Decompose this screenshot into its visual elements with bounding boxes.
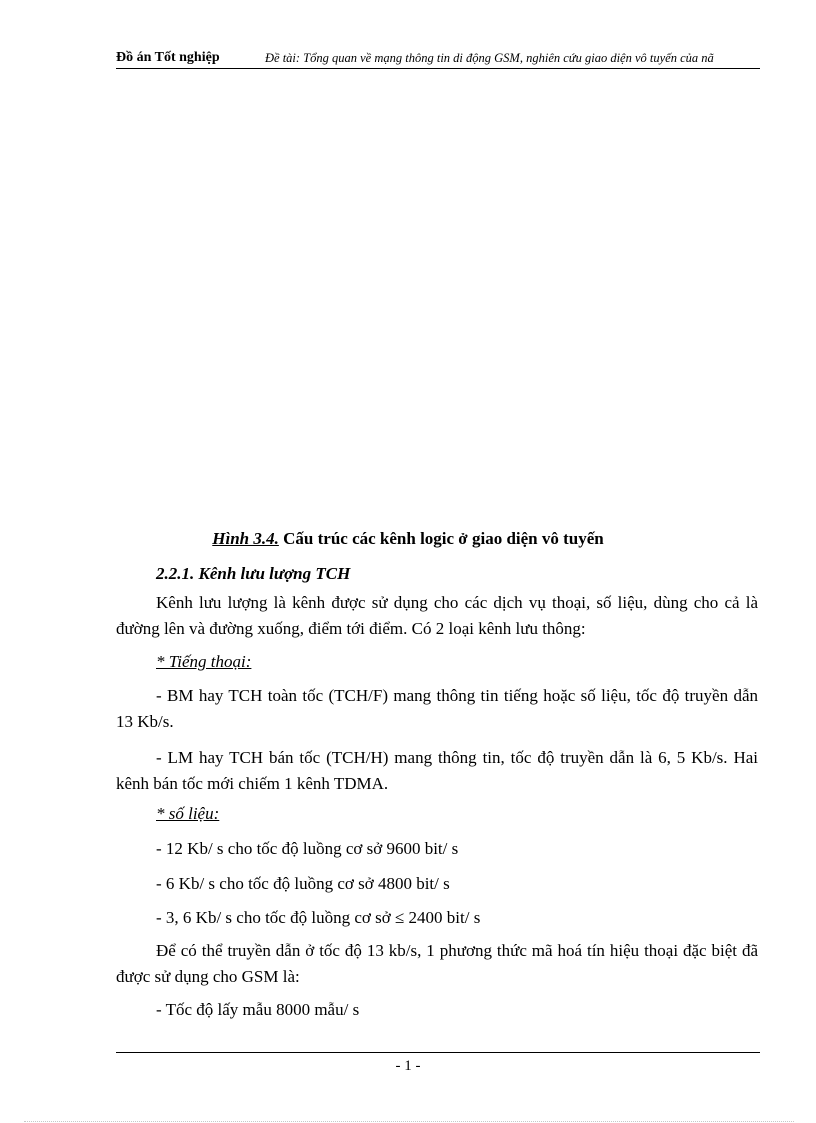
subheading-voice bbox=[156, 652, 251, 672]
page-header bbox=[116, 48, 760, 69]
page-bottom-dotted-rule bbox=[24, 1121, 794, 1122]
subheading-voice-label: * Tiếng thoại: bbox=[156, 652, 252, 671]
section-title: 2.2.1. Kênh lưu lượng TCH bbox=[156, 564, 351, 583]
paragraph-full-rate: - BM hay TCH toàn tốc (TCH/F) mang thông tin tiếng hoặc số liệu, tốc độ truyền dẫn 13 Kb/s. bbox=[116, 686, 758, 731]
paragraph-intro: Kênh lưu lượng là kênh được sử dụng cho các dịch vụ thoại, số liệu, dùng cho cả là đường lên và đường xuống, điểm tới điểm. Có 2 loại kênh lưu thông: bbox=[116, 593, 758, 638]
figure-label: Hình 3.4. bbox=[212, 529, 279, 548]
data-line: - 12 Kb/ s cho tốc độ luồng cơ sở 9600 bit/ s bbox=[156, 839, 459, 858]
subheading-data-label: * số liệu: bbox=[156, 804, 220, 823]
figure-caption bbox=[0, 529, 816, 549]
figure-caption-text: Cấu trúc các kênh logic ở giao diện vô tuyến bbox=[278, 529, 604, 548]
page-number: - 1 - bbox=[395, 1058, 421, 1074]
paragraph-half-rate: - LM hay TCH bán tốc (TCH/H) mang thông tin, tốc độ truyền dẫn là 6, 5 Kb/s. Hai kênh bán tốc mới chiếm 1 kênh TDMA. bbox=[116, 748, 758, 793]
data-line: - 6 Kb/ s cho tốc độ luồng cơ sở 4800 bit/ s bbox=[156, 874, 450, 893]
data-line: - 3, 6 Kb/ s cho tốc độ luồng cơ sở ≤ 2400 bit/ s bbox=[156, 908, 481, 927]
header-left-title: Đồ án Tốt nghiệp bbox=[116, 50, 220, 65]
subheading-data bbox=[156, 804, 219, 824]
header-right-topic: Đề tài: Tổng quan về mạng thông tin di động GSM, nghiên cứu giao diện vô tuyến của nã bbox=[265, 51, 714, 65]
sampling-line: - Tốc độ lấy mẫu 8000 mẫu/ s bbox=[156, 1000, 360, 1019]
footer-divider bbox=[116, 1052, 760, 1053]
paragraph-coding: Để có thể truyền dẫn ở tốc độ 13 kb/s, 1 phương thức mã hoá tín hiệu thoại đặc biệt đã được sử dụng cho GSM là: bbox=[116, 941, 758, 986]
